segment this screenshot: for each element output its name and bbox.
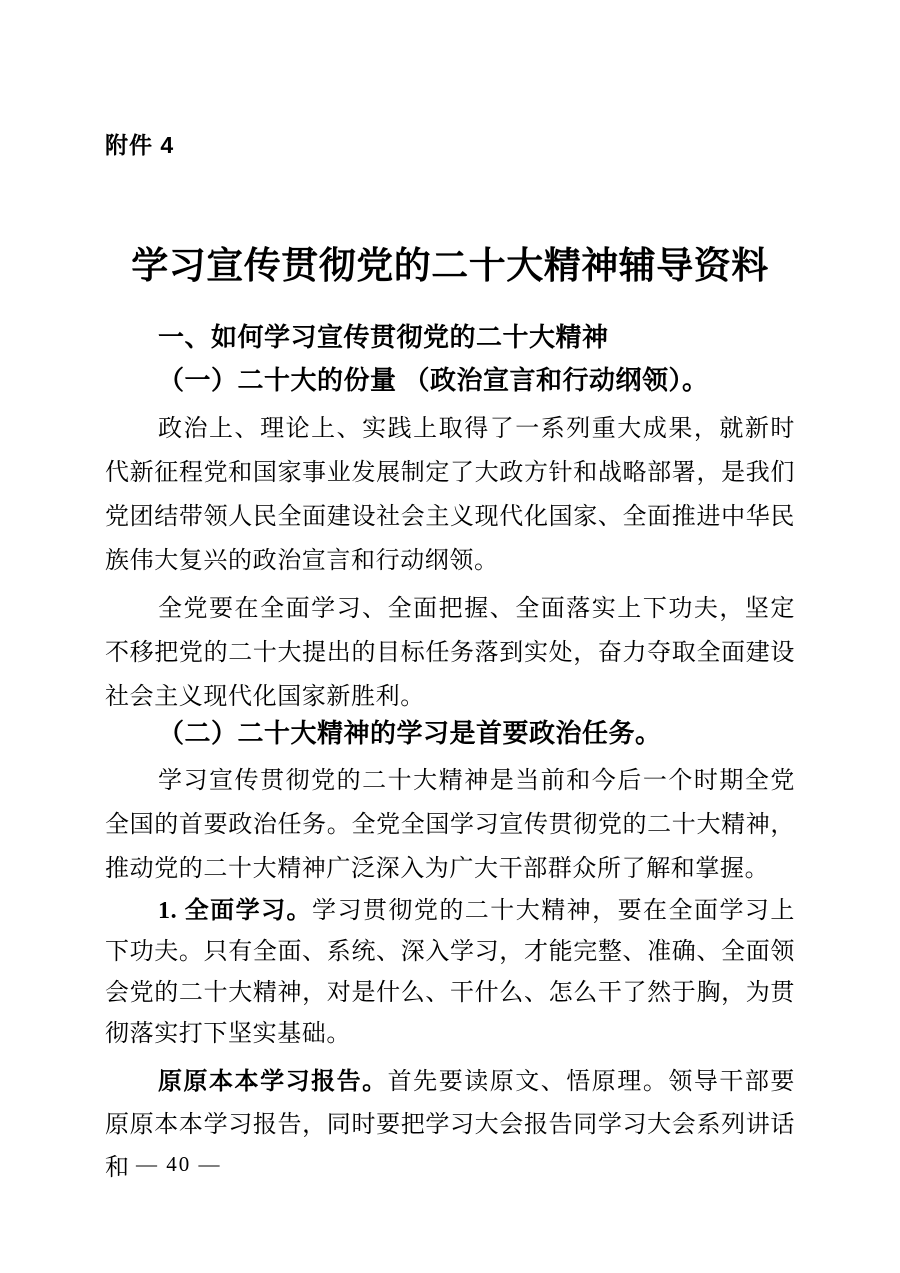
paragraph-3: 学习宣传贯彻党的二十大精神是当前和今后一个时期全党全国的首要政治任务。全党全国学习宣传贯彻党的二十大精神，推动党的二十大精神广泛深入为广大干部群众所了解和掌握。	[105, 768, 795, 882]
paragraph-5-lead: 原原本本学习报告。	[158, 1069, 388, 1095]
paragraph-4-text: 学习贯彻党的二十大精神，要在全面学习上下功夫。只有全面、系统、深入学习，才能完整、准确、全面领会党的二十大精神，对是什么、干什么、怎么干了然于胸，为贯彻落实打下坚实基础。	[105, 898, 795, 1047]
document-title: 学习宣传贯彻党的二十大精神辅导资料	[131, 245, 769, 287]
paragraph-1: 政治上、理论上、实践上取得了一系列重大成果，就新时代新征程党和国家事业发展制定了大政方针和战略部署，是我们党团结带领人民全面建设社会主义现代化国家、全面推进中华民族伟大复兴的政治宣言和行动纲领。	[105, 416, 795, 574]
attachment-label: 附件 4	[105, 132, 175, 158]
paragraph-4-lead: 1. 全面学习。	[158, 898, 312, 924]
subsection-2-heading: （二）二十大精神的学习是首要政治任务。	[158, 719, 662, 748]
paragraph-2: 全党要在全面学习、全面把握、全面落实上下功夫，坚定不移把党的二十大提出的目标任务落到实处，奋力夺取全面建设社会主义现代化国家新胜利。	[105, 596, 795, 710]
subsection-1-heading: （一）二十大的份量 （政治宣言和行动纲领）。	[158, 366, 709, 395]
paragraph-4	[105, 891, 795, 1055]
page-number: — 40 —	[136, 1152, 222, 1176]
paragraph-5-text: 首先要读原文、悟原理。领导干部要原原本本学习报告，同时要把学习大会报告同学习大会系列讲话和	[105, 1069, 795, 1181]
section-1-heading: 一、如何学习宣传贯彻党的二十大精神	[158, 322, 609, 352]
